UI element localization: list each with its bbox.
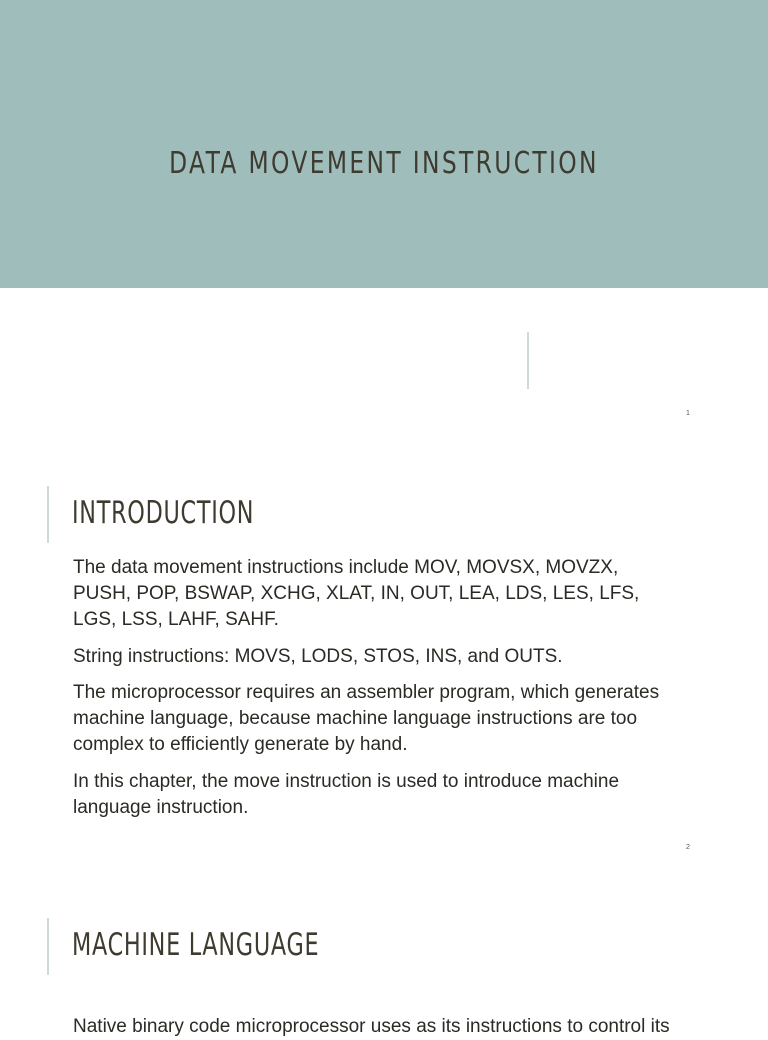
introduction-accent-bar: [47, 486, 49, 543]
introduction-heading: INTRODUCTION: [72, 495, 255, 531]
title-slide-divider: [527, 332, 529, 389]
title-slide-heading: DATA MOVEMENT INSTRUCTION: [169, 146, 599, 181]
slide-number-1: 1: [686, 410, 690, 417]
title-slide-banner: [0, 0, 768, 288]
machine-language-accent-bar: [47, 918, 49, 975]
machine-language-paragraph: Native binary code microprocessor uses as its instructions to control its: [73, 1016, 670, 1037]
intro-paragraph-2: String instructions: MOVS, LODS, STOS, INS, and OUTS.: [73, 646, 563, 667]
intro-paragraph-3: The microprocessor requires an assembler program, which generates machine language, because machine language instructions are too complex to efficiently generate by hand.: [73, 682, 660, 755]
slide-number-2: 2: [686, 844, 690, 851]
intro-paragraph-1: The data movement instructions include MOV, MOVSX, MOVZX, PUSH, POP, BSWAP, XCHG, XLAT, IN, OUT, LEA, LDS, LES, LFS, LGS, LSS, LAHF, SAHF.: [73, 557, 640, 630]
intro-paragraph-4: In this chapter, the move instruction is used to introduce machine language instruction.: [73, 771, 620, 818]
machine-language-heading: MACHINE LANGUAGE: [72, 927, 320, 963]
